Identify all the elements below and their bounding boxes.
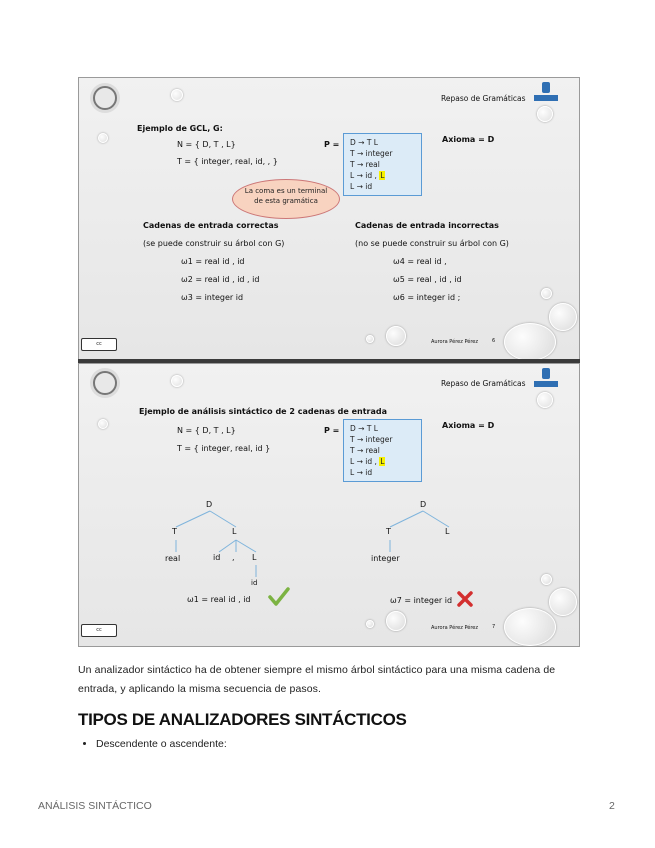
correct-string: ω2 = real id , id , id — [181, 275, 260, 284]
bubble-decoration — [386, 611, 406, 631]
rule: T → integer — [350, 435, 393, 444]
axiom: Axioma = D — [442, 421, 495, 430]
tree-node: T — [386, 527, 391, 536]
bubble-decoration — [541, 288, 552, 299]
author: Aurora Pérez Pérez — [431, 625, 479, 631]
check-icon — [268, 587, 290, 611]
slide-header: Repaso de Gramáticas — [441, 379, 526, 388]
productions-label: P = — [324, 140, 340, 149]
production-rules — [343, 133, 422, 196]
correct-string: ω1 = real id , id — [181, 257, 245, 266]
tree-node: L — [252, 553, 257, 562]
nonterminals-set: N = { D, T , L} — [177, 426, 236, 435]
tree-node: L — [445, 527, 450, 536]
cross-icon — [457, 591, 473, 611]
creative-commons-icon: cc — [81, 624, 117, 637]
highlight: L — [380, 457, 385, 466]
tree-node: L — [232, 527, 237, 536]
rule: D → T L — [350, 424, 378, 433]
bubble-decoration — [504, 608, 556, 646]
bubble-decoration — [366, 335, 374, 343]
university-seal-icon — [93, 86, 117, 110]
tree-leaf: , — [232, 553, 235, 562]
tree-leaf: real — [165, 554, 181, 563]
incorrect-string: ω5 = real , id , id — [393, 275, 462, 284]
incorrect-title: Cadenas de entrada incorrectas — [355, 221, 499, 230]
bubble-decoration — [504, 323, 556, 361]
rule: T → real — [350, 160, 380, 169]
slide-number: 7 — [492, 624, 496, 630]
slide-title: Ejemplo de análisis sintáctico de 2 cadenas de entrada — [139, 407, 388, 416]
bubble-decoration — [549, 588, 577, 616]
incorrect-subtitle: (no se puede construir su árbol con G) — [355, 239, 509, 248]
bubble-decoration — [549, 303, 577, 331]
tree-node: D — [206, 500, 213, 509]
slide-header: Repaso de Gramáticas — [441, 94, 526, 103]
bubble-decoration — [386, 326, 406, 346]
tree2-caption: ω7 = integer id — [390, 596, 453, 605]
correct-string: ω3 = integer id — [181, 293, 244, 302]
terminals-set: T = { integer, real, id, , } — [177, 157, 278, 166]
highlight: L — [380, 171, 385, 180]
rule: T → real — [350, 446, 380, 455]
rule: L → id , L — [350, 457, 385, 466]
bubble-decoration — [541, 574, 552, 585]
tree-node: D — [420, 500, 427, 509]
page-number: 2 — [609, 800, 615, 812]
correct-title: Cadenas de entrada correctas — [143, 221, 279, 230]
slide-6 — [78, 77, 580, 362]
list-item: • Descendente o ascendente: — [96, 738, 227, 750]
rule: L → id — [350, 182, 373, 191]
tree1-caption: ω1 = real id , id — [187, 595, 251, 604]
bubble-decoration — [537, 106, 553, 122]
polytechnic-logo-icon — [533, 81, 559, 103]
bullet-list — [78, 738, 227, 750]
incorrect-string: ω6 = integer id ; — [393, 293, 461, 302]
productions-label: P = — [324, 426, 340, 435]
nonterminals-set: N = { D, T , L} — [177, 140, 236, 149]
incorrect-string: ω4 = real id , — [393, 257, 447, 266]
bubble-decoration — [171, 89, 183, 101]
tree-node: T — [172, 527, 177, 536]
bubble-decoration — [98, 133, 108, 143]
tree-leaf: id — [251, 579, 258, 587]
bubble-decoration — [366, 620, 374, 628]
creative-commons-icon: cc — [81, 338, 117, 351]
footer-title: ANÁLISIS SINTÁCTICO — [38, 800, 152, 812]
slide-title: Ejemplo de GCL, G: — [137, 124, 223, 133]
section-heading: TIPOS DE ANALIZADORES SINTÁCTICOS — [78, 710, 407, 729]
parse-tree-lines — [79, 364, 579, 646]
callout-note: La coma es un terminal de esta gramática — [232, 179, 340, 219]
rule: L → id — [350, 468, 373, 477]
slide-number: 6 — [492, 338, 496, 344]
body-paragraph: Un analizador sintáctico ha de obtener siempre el mismo árbol sintáctico para una misma cadena de entrada, y aplicando la misma secuencia de pasos. — [78, 664, 556, 695]
author: Aurora Pérez Pérez — [431, 339, 479, 345]
correct-subtitle: (se puede construir su árbol con G) — [143, 239, 285, 248]
axiom: Axioma = D — [442, 135, 495, 144]
rule: D → T L — [350, 138, 378, 147]
rule: T → integer — [350, 149, 393, 158]
tree-leaf: integer — [371, 554, 400, 563]
terminals-set: T = { integer, real, id } — [177, 444, 271, 453]
tree-leaf: id — [213, 553, 221, 562]
slide-7 — [78, 363, 580, 647]
rule: L → id , L — [350, 171, 385, 180]
